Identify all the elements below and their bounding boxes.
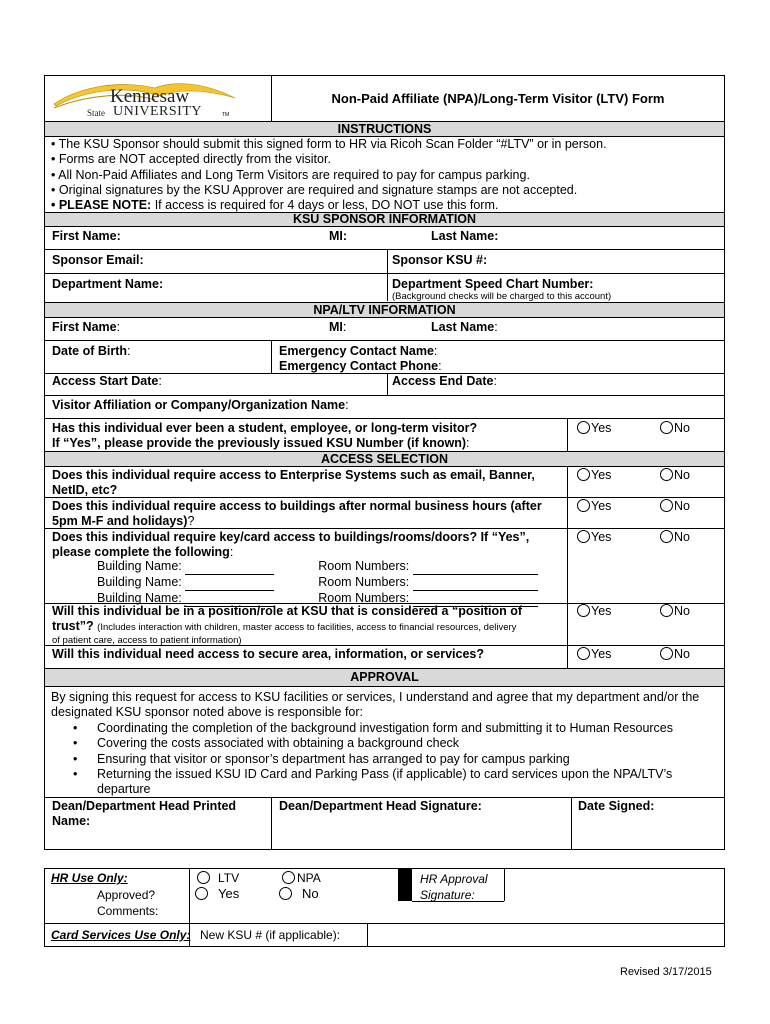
logo-kennesaw: Kennesaw xyxy=(110,86,190,107)
hr-use-only-label: HR Use Only: xyxy=(51,871,128,885)
building-name-field[interactable] xyxy=(185,559,274,575)
ltv-option[interactable]: LTV xyxy=(197,871,239,885)
radio-icon xyxy=(660,647,673,660)
radio-icon xyxy=(577,647,590,660)
radio-icon xyxy=(660,468,673,481)
hr-approved-label: Approved? xyxy=(97,888,156,902)
approved-no-option[interactable]: No xyxy=(279,886,319,901)
enterprise-no-option[interactable]: No xyxy=(660,468,690,482)
radio-icon xyxy=(279,887,292,900)
access-end-date[interactable]: Access End Date: xyxy=(392,374,497,388)
trust-yes-option[interactable]: Yes xyxy=(577,604,611,618)
radio-icon xyxy=(660,530,673,543)
speed-chart-note: (Background checks will be charged to this account) xyxy=(392,291,612,302)
npa-first-name[interactable]: First Name: xyxy=(52,320,121,334)
room-numbers-field[interactable] xyxy=(413,559,538,575)
building-name-field[interactable] xyxy=(185,575,274,591)
secure-no-option[interactable]: No xyxy=(660,647,690,661)
sponsor-last-name-label[interactable]: Last Name: xyxy=(431,229,499,243)
approval-heading: APPROVAL xyxy=(45,669,724,686)
radio-icon xyxy=(660,499,673,512)
building-room-fields xyxy=(97,559,538,607)
new-ksu-number-label[interactable]: New KSU # (if applicable): xyxy=(200,928,341,942)
secure-yes-option[interactable]: Yes xyxy=(577,647,611,661)
logo-university: UNIVERSITY xyxy=(113,104,202,119)
radio-icon xyxy=(577,421,590,434)
radio-icon xyxy=(577,499,590,512)
radio-icon xyxy=(577,468,590,481)
logo-state: State xyxy=(87,108,105,118)
radio-icon xyxy=(577,530,590,543)
sponsor-heading: KSU SPONSOR INFORMATION xyxy=(45,213,724,226)
instruction-item: • Forms are NOT accepted directly from the visitor. xyxy=(51,152,331,167)
instruction-item: • The KSU Sponsor should submit this signed form to HR via Ricoh Scan Folder “#LTV” or in person. xyxy=(51,137,607,151)
emergency-contact-phone[interactable]: Emergency Contact Phone: xyxy=(279,359,442,373)
department-name-label[interactable]: Department Name: xyxy=(52,277,164,291)
hr-comments-label: Comments: xyxy=(97,904,159,918)
approved-yes-option[interactable]: Yes xyxy=(195,886,239,901)
sponsor-first-name-label[interactable]: First Name: xyxy=(52,229,121,243)
radio-icon xyxy=(660,421,673,434)
radio-icon xyxy=(197,871,210,884)
instruction-item: • Original signatures by the KSU Approver are required and signature stamps are not accepted. xyxy=(51,182,578,197)
radio-icon xyxy=(195,887,208,900)
prev-no-option[interactable]: No xyxy=(660,421,690,435)
dean-signature-label[interactable]: Dean/Department Head Signature: xyxy=(279,799,482,813)
approval-bullet: • Covering the costs associated with obtaining a background check xyxy=(73,736,460,751)
instruction-note: • PLEASE NOTE: If access is required for 4 days or less, DO NOT use this form. xyxy=(51,198,499,213)
approval-bullet: • Coordinating the completion of the background investigation form and submitting it to Human Resources xyxy=(73,720,674,735)
after-hours-yes-option[interactable]: Yes xyxy=(577,499,611,513)
emergency-contact-name[interactable]: Emergency Contact Name: xyxy=(279,344,438,358)
radio-icon xyxy=(577,604,590,617)
sponsor-ksu-number-label[interactable]: Sponsor KSU #: xyxy=(392,253,488,267)
date-of-birth[interactable]: Date of Birth: xyxy=(52,344,131,358)
revised-date: Revised 3/17/2015 xyxy=(620,966,712,978)
approval-text: By signing this request for access to KSU facilities or services, I understand and agree that my department and/or the designated KSU sponsor noted above is responsible for: • Coordinating the completion of the background investigation form and submitting it to Human Resources • Covering the costs associated with obtaining a background check • Ensuring that visitor or sponsor’s department has arranged to pay for campus parking • Returning the issued KSU ID Card and Parking Pass (if applicable) to card services upon the NPA/LTV’s departure xyxy=(51,690,723,798)
approval-bullet: • Returning the issued KSU ID Card and Parking Pass (if applicable) to card services upon the NPA/LTV’s xyxy=(73,767,673,782)
position-of-trust-question: Will this individual be in a position/role at KSU that is considered a “position of trust”? (Includes interaction with children, master access to facilities, access to financial resources, delivery of patient care, access to patient information) xyxy=(52,604,523,646)
after-hours-question: Does this individual require access to buildings after normal business hours (after 5pm M-F and holidays)? xyxy=(52,499,542,528)
radio-icon xyxy=(660,604,673,617)
card-services-label: Card Services Use Only: xyxy=(51,928,191,942)
instructions-list xyxy=(51,137,721,213)
access-heading: ACCESS SELECTION xyxy=(45,452,724,466)
sponsor-mi-label[interactable]: MI: xyxy=(329,229,348,243)
hr-approval-signature-label[interactable]: HR Approval Signature: xyxy=(420,872,488,902)
enterprise-access-question: Does this individual require access to Enterprise Systems such as email, Banner, NetID, etc? xyxy=(52,468,535,497)
key-access-question: Does this individual require key/card access to buildings/rooms/doors? If “Yes”, please complete the following: xyxy=(52,530,530,559)
previous-affiliation-question: Has this individual ever been a student, employee, or long-term visitor? xyxy=(52,421,478,435)
visitor-affiliation[interactable]: Visitor Affiliation or Company/Organization Name: xyxy=(52,398,349,412)
prev-yes-option[interactable]: Yes xyxy=(577,421,611,435)
after-hours-no-option[interactable]: No xyxy=(660,499,690,513)
npa-heading: NPA/LTV INFORMATION xyxy=(45,303,724,317)
speed-chart-label[interactable]: Department Speed Chart Number: xyxy=(392,277,594,291)
sponsor-email-label[interactable]: Sponsor Email: xyxy=(52,253,144,267)
enterprise-yes-option[interactable]: Yes xyxy=(577,468,611,482)
npa-mi[interactable]: MI: xyxy=(329,320,347,334)
key-access-yes-option[interactable]: Yes xyxy=(577,530,611,544)
instructions-heading: INSTRUCTIONS xyxy=(45,122,724,136)
form-title: Non-Paid Affiliate (NPA)/Long-Term Visitor (LTV) Form xyxy=(331,91,665,106)
npa-option[interactable]: NPA xyxy=(282,871,321,885)
room-numbers-field[interactable] xyxy=(413,575,538,591)
approval-bullet: • Ensuring that visitor or sponsor’s department has arranged to pay for campus parking xyxy=(73,751,570,766)
building-room-row: Building Name: Room Numbers: xyxy=(97,591,538,607)
trust-no-option[interactable]: No xyxy=(660,604,690,618)
hr-black-marker xyxy=(398,869,412,901)
dean-printed-name-label[interactable]: Dean/Department Head Printed Name: xyxy=(52,799,237,828)
logo-tm: TM xyxy=(222,112,230,118)
instruction-item: • All Non-Paid Affiliates and Long Term Visitors are required to pay for campus parking. xyxy=(51,167,530,182)
previous-ksu-number[interactable]: If “Yes”, please provide the previously issued KSU Number (if known): xyxy=(52,436,470,450)
secure-area-question: Will this individual need access to secure area, information, or services? xyxy=(52,647,484,661)
radio-icon xyxy=(282,871,295,884)
access-start-date[interactable]: Access Start Date: xyxy=(52,374,162,388)
building-room-row: Building Name: Room Numbers: xyxy=(97,575,538,591)
date-signed-label[interactable]: Date Signed: xyxy=(578,799,655,813)
npa-last-name[interactable]: Last Name: xyxy=(431,320,498,334)
building-room-row: Building Name: Room Numbers: xyxy=(97,559,538,575)
key-access-no-option[interactable]: No xyxy=(660,530,690,544)
